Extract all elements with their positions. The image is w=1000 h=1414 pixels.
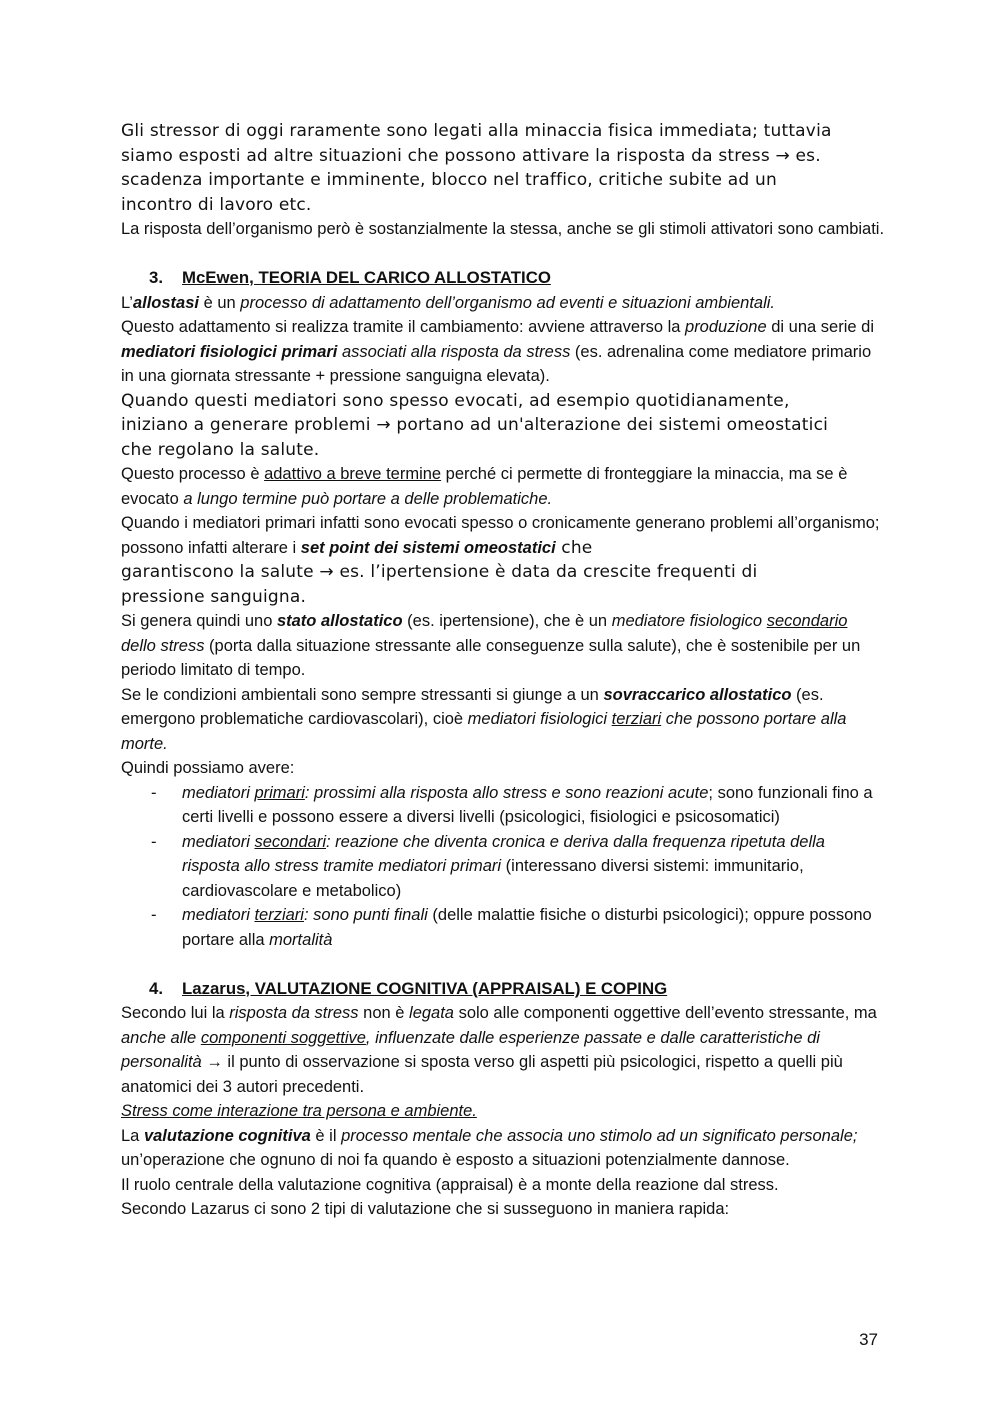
intro-line: siamo esposti ad altre situazioni che possono attivare la risposta da stress → es. (121, 145, 821, 166)
allostatic-overload-paragraph: Se le condizioni ambientali sono sempre stressanti si giunge a un sovraccarico allostatico (es. emergono problematiche cardiovascolari), cioè mediatori fisiologici terziari che possono portare alla morte. (121, 685, 847, 753)
page-body (121, 119, 886, 1222)
section-4-heading (121, 977, 886, 1002)
intro-line: incontro di lavoro etc. (121, 194, 312, 215)
intro-paragraph (121, 119, 886, 217)
response-paragraph: La risposta dell’organismo però è sostanzialmente la stessa, anche se gli stimoli attivatori sono cambiati. (121, 220, 885, 238)
section-3-number: 3. (149, 268, 163, 287)
list-bullet: - (151, 832, 157, 851)
list-bullet: - (151, 783, 157, 802)
appraisal-types-paragraph: Secondo Lazarus ci sono 2 tipi di valutazione che si susseguono in maniera rapida: (121, 1200, 730, 1218)
section-4-title: Lazarus, VALUTAZIONE COGNITIVA (APPRAISAL) E COPING (182, 978, 668, 998)
appraisal-role-paragraph: Il ruolo centrale della valutazione cognitiva (appraisal) è a monte della reazione dal stress. (121, 1175, 779, 1194)
list-item: - mediatori primari: prossimi alla risposta allo stress e sono reazioni acute; sono funzionali fino a certi livelli e possono essere a diversi livelli (psicologici, fisiologici e psicosomatici) (121, 781, 886, 830)
mediators-list (121, 781, 886, 953)
section-4-number: 4. (149, 978, 163, 998)
list-item: - mediatori secondari: reazione che diventa cronica e deriva dalla frequenza ripetuta della risposta allo stress tramite mediatori primari (interessano diversi sistemi: immunitario, cardiovascolare e metabolico) (121, 830, 886, 904)
appraisal-definition: La valutazione cognitiva è il processo mentale che associa uno stimolo ad un significato personale; un’operazione che ognuno di noi fa quando è esposto a situazioni potenzialmente dannose. (121, 1126, 858, 1169)
spacer (121, 242, 886, 267)
allostatic-state-paragraph: Si genera quindi uno stato allostatico (es. ipertensione), che è un mediatore fisiologico secondario dello stress (porta dalla situazione stressante alle conseguenze sulla salute), che è sostenibile per un periodo limitato di tempo. (121, 612, 861, 679)
chronic-paragraph: Quando i mediatori primari infatti sono evocati spesso o cronicamente generano problemi all’organismo; possono infatti alterare i set point dei sistemi omeostatici che garantiscono la salute → es. l’ipertensione è data da crescite frequenti di pressione sanguigna. (121, 514, 880, 607)
section-3-heading (121, 266, 886, 291)
spacer (121, 952, 886, 977)
summary-intro: Quindi possiamo avere: (121, 759, 295, 777)
section-3-title: McEwen, TEORIA DEL CARICO ALLOSTATICO (182, 268, 551, 287)
interaction-subheading: Stress come interazione tra persona e ambiente. (121, 1102, 477, 1120)
lazarus-paragraph: Secondo lui la risposta da stress non è legata solo alle componenti oggettive dell’evento stressante, ma anche alle componenti soggettive, influenzate dalle esperienze passate e dalle caratteristiche di personalità → il punto di osservazione si sposta verso gli aspetti più psicologici, rispetto a quelli più anatomici dei 3 autori precedenti. (121, 1004, 877, 1096)
list-item: - mediatori terziari: sono punti finali (delle malattie fisiche o disturbi psicologici); oppure possono portare alla mortalità (121, 903, 886, 952)
adaptation-paragraph: Questo adattamento si realizza tramite il cambiamento: avviene attraverso la produzione di una serie di mediatori fisiologici primari associati alla risposta da stress (es. adrenalina come mediatore primario in una giornata stressante + pressione sanguigna elevata). (121, 318, 874, 385)
allostasi-definition: L’allostasi è un processo di adattamento dell’organismo ad eventi e situazioni ambientali. (121, 293, 776, 312)
intro-line: scadenza importante e imminente, blocco nel traffico, critiche subite ad un (121, 170, 777, 190)
list-bullet: - (151, 906, 157, 924)
mediators-problem-paragraph: Quando questi mediatori sono spesso evocati, ad esempio quotidianamente, iniziano a generare problemi → portano ad un'alterazione dei sistemi omeostatici che regolano la salute. (121, 390, 829, 460)
page-number: 37 (859, 1330, 878, 1349)
short-term-paragraph: Questo processo è adattivo a breve termine perché ci permette di fronteggiare la minaccia, ma se è evocato a lungo termine può portare a delle problematiche. (121, 465, 848, 508)
intro-line: Gli stressor di oggi raramente sono legati alla minaccia fisica immediata; tuttavia (121, 121, 832, 141)
